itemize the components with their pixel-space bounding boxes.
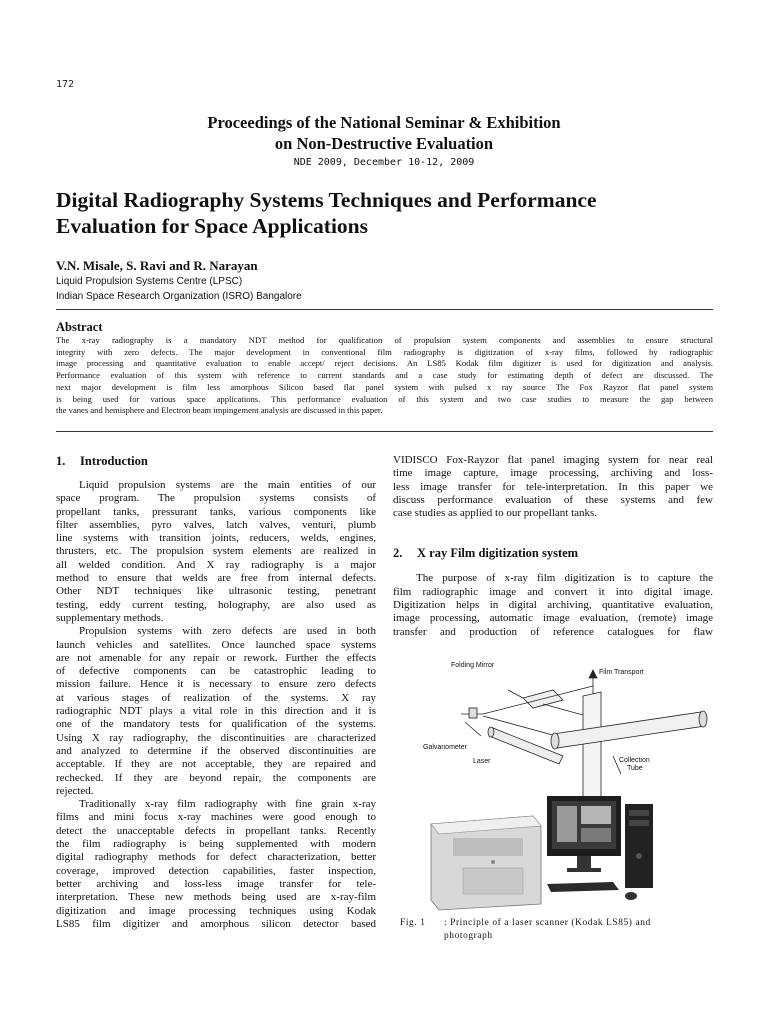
affiliation-1: Liquid Propulsion Systems Centre (LPSC): [56, 276, 243, 287]
text-line: LS85 film digitizer and amorphous silicon detector based: [56, 917, 376, 930]
intro-paragraph-1: [56, 479, 376, 625]
label-folding-mirror: Folding Mirror: [451, 662, 495, 669]
authors: V.N. Misale, S. Ravi and R. Narayan: [56, 258, 258, 273]
text-line: and analyzed to determine if the observed discontinuities are: [56, 744, 376, 757]
page-number: 172: [56, 79, 75, 90]
figure-caption: [400, 917, 713, 942]
caption-text-1: : Principle of a laser scanner (Kodak LS85) and: [444, 918, 651, 928]
text-line: Traditionally x-ray film radiography with fine grain x-ray: [79, 798, 376, 811]
paper-title: [56, 187, 716, 239]
text-line: Digitization helps in digital archiving, quantitative evaluation,: [393, 599, 713, 612]
proceedings-header: [0, 112, 768, 154]
figure-laser-scanner: [423, 656, 713, 912]
text-line: time image capture, image processing, archiving and loss-: [393, 467, 713, 480]
affiliation-2: Indian Space Research Organization (ISRO) Bangalore: [56, 291, 302, 302]
text-line: rejected.: [56, 784, 94, 797]
abstract-heading: Abstract: [56, 320, 103, 334]
abstract-body: [56, 335, 713, 417]
label-tube: Tube: [627, 765, 643, 772]
text-line: thrusters, etc. The propulsion system elements are realized in: [56, 545, 376, 558]
text-line: of defective components can be catastrophic leading to: [56, 665, 376, 678]
caption-line-1: [400, 917, 713, 930]
divider-bottom: [56, 431, 713, 432]
text-line: film radiographic image and convert it into digital image.: [393, 585, 713, 598]
scanner-photo: [431, 796, 653, 910]
label-collection: Collection: [619, 757, 650, 764]
text-line: transfer and production of reference catalogues for flaw: [393, 625, 713, 638]
intro-continuation: [393, 454, 713, 520]
abstract-line: image processing and quantitative evaluation to enable accept/ reject decisions. An LS85 Kodak film digitizer is used for digitization and analysis.: [56, 358, 713, 369]
text-line: filter assemblies, pyro valves, latch valves, venturi, plumb: [56, 518, 376, 531]
section-1-number: 1.: [56, 454, 66, 468]
intro-paragraph-2: [56, 625, 376, 798]
section-2-heading: [393, 546, 713, 560]
text-line: supplementary methods.: [56, 611, 164, 624]
text-line: digitization and image processing techniques using Kodak: [56, 904, 376, 917]
text-line: VIDISCO Fox-Rayzor flat panel imaging system for near real: [393, 454, 713, 466]
section-2-paragraph-1: [393, 572, 713, 638]
text-line: testing, eddy current testing, holography, are also used as: [56, 598, 376, 611]
text-line: better archiving and loss-less image transfer for tele-: [56, 877, 376, 890]
text-line: are not amenable for any repair or rework. Further the effects: [56, 651, 376, 664]
section-1-title: Introduction: [80, 454, 148, 468]
text-line: discuss performance evaluation of these systems and few: [393, 493, 713, 506]
text-line: line systems with transition joints, reducers, welds, engines,: [56, 532, 376, 545]
abstract-line: the vanes and hemisphere and Electron beam impingement analysis are discussed in this paper.: [56, 405, 383, 416]
section-2-title: X ray Film digitization system: [417, 546, 579, 561]
left-column: [56, 454, 376, 931]
caption-text-2: photograph: [444, 930, 493, 941]
abstract-line: next major development is film less amorphous Silicon based flat panel system with pulsed x ray source The Fox Rayzor flat panel system: [56, 381, 713, 392]
label-film-transport: Film Transport: [599, 669, 644, 676]
label-laser: Laser: [473, 758, 491, 765]
text-line: method to ensure that welds are free from internal defects.: [56, 572, 376, 585]
proceedings-line-1: Proceedings of the National Seminar & Exhibition: [207, 113, 561, 132]
label-galvanometer: Galvanometer: [423, 744, 467, 751]
text-line: mission failure. Hence it is necessary to ensure zero defects: [56, 678, 376, 691]
text-line: detect the unacceptable defects in propellant tanks. Recently: [56, 824, 376, 837]
text-line: one of the mandatory tests for qualification of the systems.: [56, 718, 376, 731]
paper-title-line-2: Evaluation for Space Applications: [56, 214, 369, 238]
text-line: space program. The propulsion systems consists of: [56, 492, 376, 505]
text-line: the film radiography is being supplemented with modern: [56, 838, 376, 851]
text-line: at various stages of realization of the systems. X ray: [56, 691, 376, 704]
text-line: interpretation. These new methods being used are x-ray-film: [56, 891, 376, 904]
text-line: digital radiography methods for defect characterization, better: [56, 851, 376, 864]
text-line: propellant tanks, pressurant tanks, various components like: [56, 505, 376, 518]
label-collection-tube: [619, 757, 652, 772]
text-line: The purpose of x-ray film digitization is to capture the: [416, 572, 713, 585]
abstract-line: integrity with zero defects. The major development in conventional film radiography is digitization of x-ray films, followed by radiographic: [56, 346, 713, 357]
divider-top: [56, 309, 713, 310]
intro-paragraph-3: [56, 798, 376, 931]
text-line: case studies as applied to our propellant tanks.: [393, 507, 598, 520]
paper-title-line-1: Digital Radiography Systems Techniques and Performance: [56, 188, 597, 212]
text-line: radiographic NDT plays a vital role in this direction and it is: [56, 705, 376, 718]
scanner-schematic: [461, 670, 707, 810]
text-line: acceptable. If they are not acceptable, they are repaired and: [56, 758, 376, 771]
text-line: films and mini focus x-ray machines were good enough to: [56, 811, 376, 824]
section-2-number: 2.: [393, 546, 403, 561]
proceedings-line-2: on Non-Destructive Evaluation: [274, 134, 494, 153]
section-1-heading: [56, 454, 376, 468]
abstract-line: Performance evaluation of this system with reference to current standards and a case study for estimating depth of defect are discussed. The: [56, 370, 713, 381]
text-line: rechecked. If they are beyond repair, the components are: [56, 771, 376, 784]
text-line: coverage, improved detection capabilities, faster inspection,: [56, 864, 376, 877]
caption-label: Fig. 1: [400, 918, 426, 928]
conference-info: NDE 2009, December 10-12, 2009: [293, 157, 475, 168]
abstract-line: The x-ray radiography is a mandatory NDT method for qualification of propulsion system components and assemblies to ensure structural: [56, 335, 713, 345]
text-line: less image transfer for tele-interpretation. In this paper we: [393, 480, 713, 493]
text-line: Other NDT techniques like ultrasonic testing, penetrant: [56, 585, 376, 598]
text-line: all welded condition. And X ray radiography is a major: [56, 558, 376, 571]
text-line: image processing, automatic image evaluation, (remote) image: [393, 612, 713, 625]
text-line: Using X ray radiography, the discontinuities are characterized: [56, 731, 376, 744]
text-line: Liquid propulsion systems are the main entities of our: [79, 479, 376, 491]
abstract-line: is being used for various space applications. This performance evaluation of this system and two case studies to measure the gap between: [56, 393, 713, 404]
text-line: launch vehicles and satellites. Once launched space systems: [56, 638, 376, 651]
text-line: Propulsion systems with zero defects are used in both: [79, 625, 376, 638]
right-column: [393, 454, 713, 639]
